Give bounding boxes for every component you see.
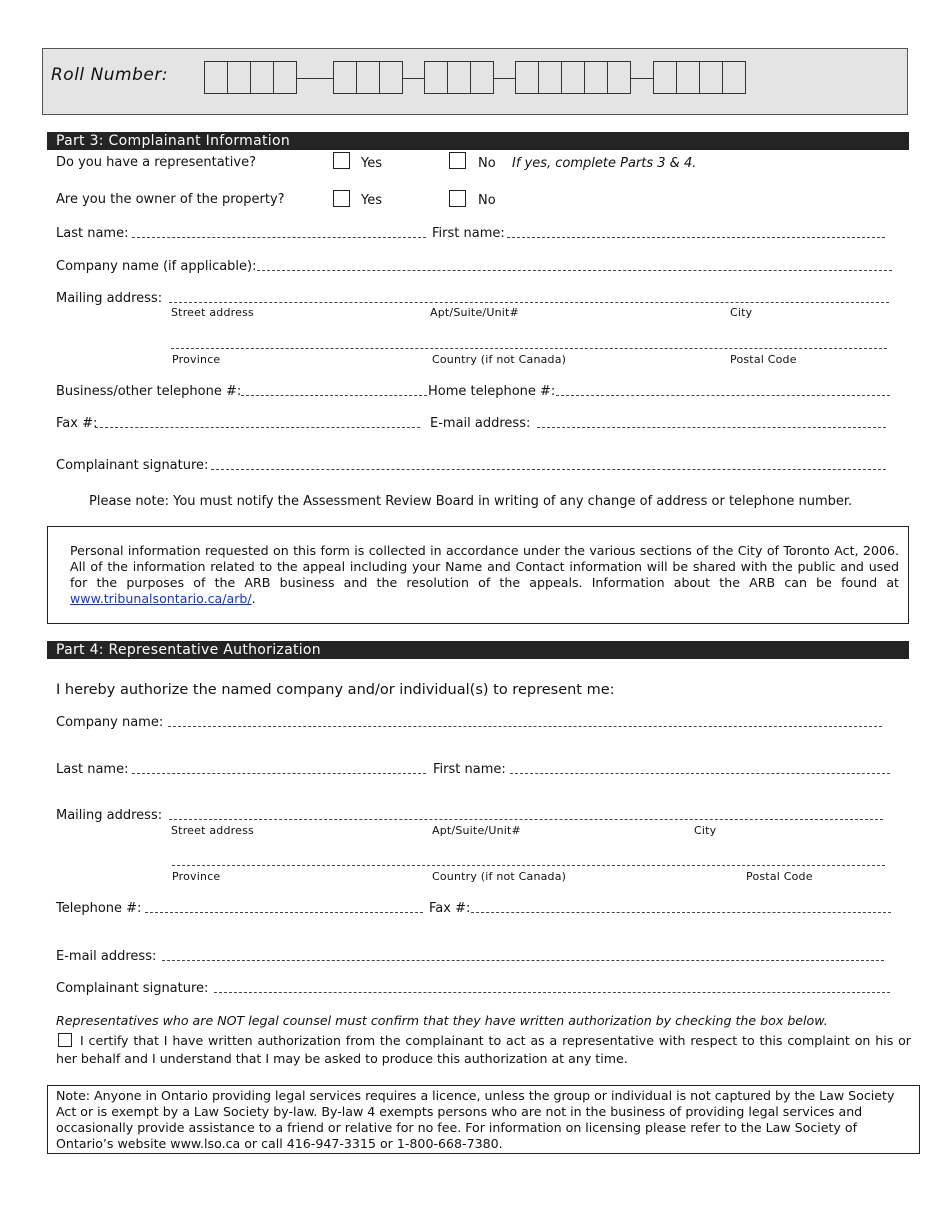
privacy-notice (47, 526, 909, 624)
rep-signature-field[interactable] (214, 992, 890, 993)
rep-country-sublabel: Country (if not Canada) (432, 870, 567, 883)
owner-yes-label: Yes (361, 193, 382, 208)
rep-no-label: No (478, 156, 496, 171)
arb-link[interactable]: www.tribunalsontario.ca/arb/ (70, 591, 252, 606)
rep-company-label: Company name: (56, 715, 164, 730)
business-phone-field[interactable] (241, 395, 427, 396)
email-field[interactable] (537, 427, 886, 428)
rep-fax-field[interactable] (471, 912, 891, 913)
rep-postal-sublabel: Postal Code (746, 870, 813, 883)
rep-yes-checkbox[interactable] (333, 152, 350, 169)
home-phone-field[interactable] (556, 395, 890, 396)
last-name-field[interactable] (132, 237, 426, 238)
rep-telephone-field[interactable] (145, 912, 423, 913)
part3-header: Part 3: Complainant Information (47, 132, 909, 150)
roll-number-separator (494, 78, 515, 79)
first-name-label: First name: (432, 226, 505, 241)
roll-number-digit-cell[interactable] (722, 61, 746, 94)
roll-number-digit-cell[interactable] (538, 61, 562, 94)
rep-email-label: E-mail address: (56, 949, 157, 964)
business-phone-label: Business/other telephone #: (56, 384, 242, 399)
roll-number-digit-cell[interactable] (424, 61, 448, 94)
roll-number-digit-cell[interactable] (676, 61, 700, 94)
part4-header: Part 4: Representative Authorization (47, 641, 909, 659)
roll-number-digit-cell[interactable] (561, 61, 585, 94)
rep-first-name-field[interactable] (510, 773, 890, 774)
rep-last-name-label: Last name: (56, 762, 129, 777)
home-phone-label: Home telephone #: (428, 384, 556, 399)
rep-fax-label: Fax #: (429, 901, 471, 916)
rep-province-field[interactable] (172, 865, 885, 866)
rep-province-sublabel: Province (172, 870, 221, 883)
roll-number-separator (631, 78, 653, 79)
rep-telephone-label: Telephone #: (56, 901, 142, 916)
roll-number-digit-cell[interactable] (204, 61, 228, 94)
rep-mailing-label: Mailing address: (56, 808, 163, 823)
privacy-text: Personal information requested on this form is collected in accordance under the various sections of the City of Toronto Act, 2006. All of the information related to the appeal including your Name and Contact information will be shared with the public and used for the purposes of the ARB business and the resolution of the appeals. Information about the ARB can be found at (70, 543, 899, 590)
apt-sublabel: Apt/Suite/Unit# (430, 306, 519, 319)
rep-street-field[interactable] (169, 819, 883, 820)
roll-number-label: Roll Number: (51, 65, 169, 85)
roll-number-separator (297, 78, 333, 79)
email-label: E-mail address: (430, 416, 531, 431)
legal-note: Note: Anyone in Ontario providing legal services requires a licence, unless the group or individual is not captured by the Law Society Act or is exempt by a Law Society by-law. By-law 4 exempts persons who are not in the business of providing legal services and occasionally provide assistance to a friend or relative for no fee. For information on licensing please refer to the Law Society of Ontario’s website www.lso.ca or call 416-947-3315 or 1-800-668-7380. (47, 1085, 920, 1154)
roll-number-digit-cell[interactable] (447, 61, 471, 94)
roll-number-digit-cell[interactable] (333, 61, 357, 94)
province-sublabel: Province (172, 353, 221, 366)
rep-signature-label: Complainant signature: (56, 981, 209, 996)
owner-yes-checkbox[interactable] (333, 190, 350, 207)
rep-no-checkbox[interactable] (449, 152, 466, 169)
rep-first-name-label: First name: (433, 762, 506, 777)
rep-company-field[interactable] (168, 726, 882, 727)
roll-number-box (42, 48, 908, 115)
country-sublabel: Country (if not Canada) (432, 353, 567, 366)
rep-last-name-field[interactable] (132, 773, 426, 774)
owner-question: Are you the owner of the property? (56, 192, 285, 207)
roll-number-digit-cell[interactable] (356, 61, 380, 94)
signature-label: Complainant signature: (56, 458, 209, 473)
rep-instruction: Representatives who are NOT legal counsel must confirm that they have written authorization by checking the box below. (56, 1013, 828, 1028)
street-address-sublabel: Street address (171, 306, 254, 319)
roll-number-digit-cell[interactable] (470, 61, 494, 94)
rep-yes-label: Yes (361, 156, 382, 171)
rep-question: Do you have a representative? (56, 155, 256, 170)
certify-text: I certify that I have written authorization from the complainant to act as a representative with respect to this complaint on his or her behalf and I understand that I may be asked to produce this authorization at any time. (56, 1033, 911, 1066)
street-address-field[interactable] (169, 302, 889, 303)
postal-sublabel: Postal Code (730, 353, 797, 366)
privacy-end: . (251, 591, 256, 606)
owner-no-label: No (478, 193, 496, 208)
authorize-statement: I hereby authorize the named company and/or individual(s) to represent me: (56, 682, 615, 698)
rep-street-sublabel: Street address (171, 824, 254, 837)
signature-field[interactable] (211, 469, 886, 470)
roll-number-digit-cell[interactable] (227, 61, 251, 94)
roll-number-digit-cell[interactable] (699, 61, 723, 94)
roll-number-digit-cell[interactable] (273, 61, 297, 94)
rep-note: If yes, complete Parts 3 & 4. (512, 156, 697, 171)
province-field[interactable] (171, 348, 887, 349)
company-name-label: Company name (if applicable): (56, 259, 257, 274)
roll-number-digit-cell[interactable] (515, 61, 539, 94)
roll-number-digit-cell[interactable] (653, 61, 677, 94)
first-name-field[interactable] (507, 237, 885, 238)
rep-apt-sublabel: Apt/Suite/Unit# (432, 824, 521, 837)
roll-number-digit-cell[interactable] (607, 61, 631, 94)
please-note: Please note: You must notify the Assessment Review Board in writing of any change of address or telephone number. (89, 494, 853, 509)
last-name-label: Last name: (56, 226, 129, 241)
owner-no-checkbox[interactable] (449, 190, 466, 207)
rep-city-sublabel: City (694, 824, 717, 837)
mailing-address-label: Mailing address: (56, 291, 163, 306)
fax-label: Fax #: (56, 416, 98, 431)
roll-number-digit-cell[interactable] (584, 61, 608, 94)
rep-email-field[interactable] (162, 960, 884, 961)
city-sublabel: City (730, 306, 753, 319)
roll-number-separator (403, 78, 424, 79)
company-name-field[interactable] (257, 270, 892, 271)
roll-number-digit-cell[interactable] (250, 61, 274, 94)
roll-number-digit-cell[interactable] (379, 61, 403, 94)
fax-field[interactable] (95, 427, 420, 428)
